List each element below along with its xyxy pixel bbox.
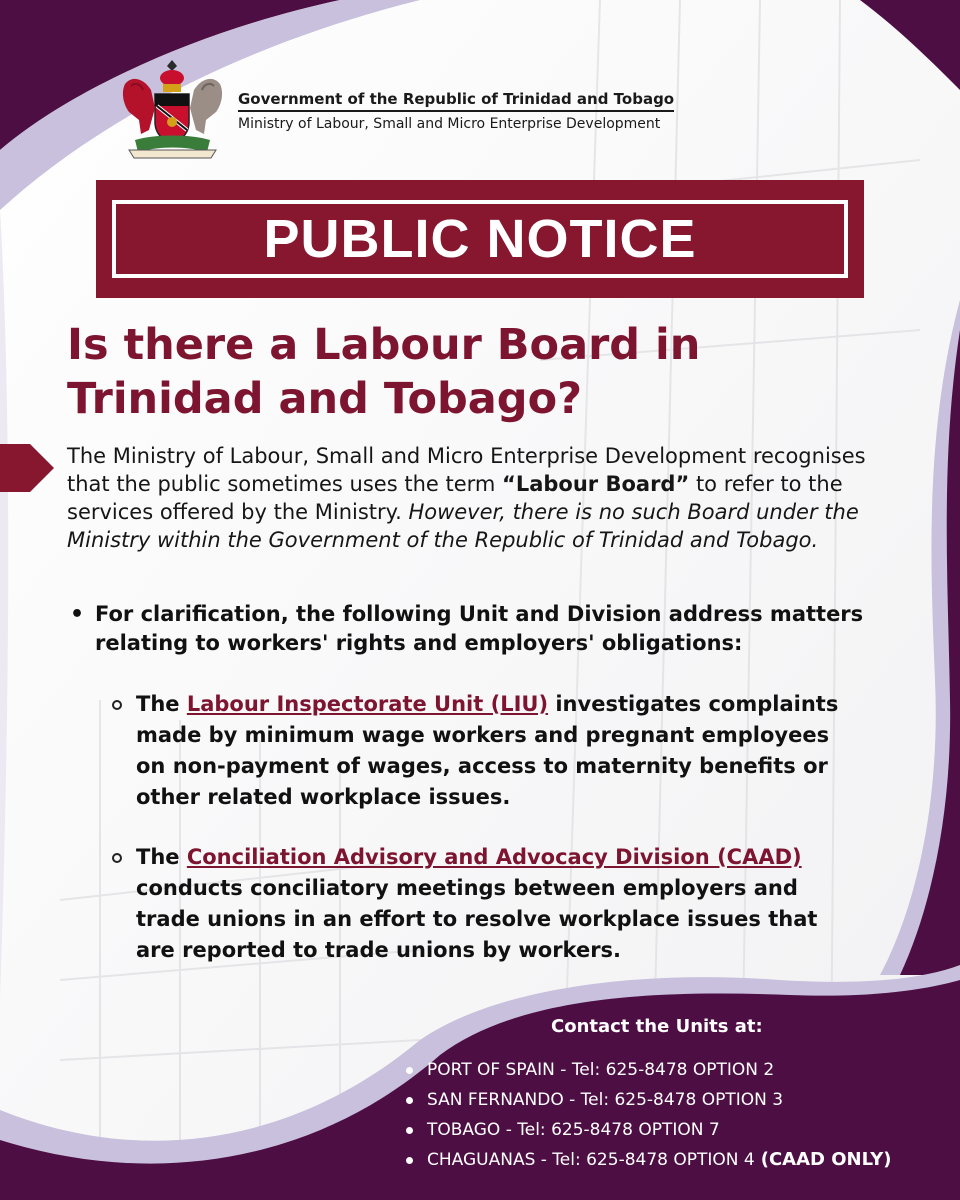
contact-text: CHAGUANAS - Tel: 625-8478 OPTION 4 — [427, 1150, 755, 1170]
caad-link[interactable]: Conciliation Advisory and Advocacy Division (CAAD) — [186, 845, 802, 869]
bullet-icon — [406, 1067, 413, 1074]
government-title: Government of the Republic of Trinidad and Tobago — [238, 90, 674, 112]
contact-item-port-of-spain — [404, 1055, 960, 1085]
liu-bullet — [112, 689, 852, 813]
ring-bullet-icon — [112, 842, 136, 966]
contact-text: TOBAGO - Tel: 625-8478 OPTION 7 — [427, 1120, 720, 1140]
intro-term: “Labour Board” — [502, 472, 690, 496]
caad-text: conducts conciliatory meetings between employers and trade unions in an effort to resolve workplace issues that are reported to trade unions by workers. — [136, 876, 818, 962]
liu-paragraph — [136, 689, 852, 813]
intro-paragraph — [67, 442, 877, 554]
coat-of-arms-icon — [115, 60, 230, 160]
liu-text: investigates complaints made by minimum wage workers and pregnant employees on non-payment of wages, access to maternity benefits or other related workplace issues. — [136, 692, 839, 809]
clarification-bullet — [70, 600, 870, 658]
public-notice-banner — [96, 180, 864, 298]
ministry-title: Ministry of Labour, Small and Micro Enterprise Development — [238, 115, 661, 132]
liu-prefix: The — [136, 692, 187, 716]
question-heading: Is there a Labour Board in Trinidad and Tobago? — [67, 320, 701, 424]
contact-section — [404, 1016, 960, 1175]
bullet-icon — [406, 1157, 413, 1164]
liu-link[interactable]: Labour Inspectorate Unit (LIU) — [186, 692, 549, 716]
public-notice-title: PUBLIC NOTICE — [263, 209, 697, 269]
clarification-text: For clarification, the following Unit and Division address matters relating to workers' rights and employers' obligations: — [95, 602, 864, 655]
bullet-icon — [406, 1097, 413, 1104]
contact-item-san-fernando — [404, 1085, 960, 1115]
intro-italic: However, there is no such Board under the Ministry within the Government of the Republic of Trinidad and Tobago. — [67, 500, 859, 552]
caad-paragraph — [136, 842, 852, 966]
bullet-icon — [406, 1127, 413, 1134]
contact-item-chaguanas — [404, 1145, 960, 1175]
public-notice-frame — [112, 200, 848, 278]
arrow-icon — [0, 444, 54, 492]
caad-bullet — [112, 842, 852, 966]
contact-title: Contact the Units at: — [551, 1016, 763, 1037]
contact-list — [404, 1055, 960, 1175]
bullet-icon: • — [70, 602, 85, 627]
caad-only-note: (CAAD ONLY) — [760, 1149, 892, 1170]
contact-text: PORT OF SPAIN - Tel: 625-8478 OPTION 2 — [427, 1060, 775, 1080]
contact-text: SAN FERNANDO - Tel: 625-8478 OPTION 3 — [427, 1090, 784, 1110]
caad-prefix: The — [136, 845, 187, 869]
intro-text-1: The Ministry of Labour, Small and Micro Enterprise Development recognises that the public sometimes uses the term — [67, 444, 866, 496]
header — [115, 60, 735, 160]
intro-text-2: to refer to the services offered by the Ministry. — [67, 472, 843, 524]
ring-bullet-icon — [112, 689, 136, 813]
contact-item-tobago — [404, 1115, 960, 1145]
